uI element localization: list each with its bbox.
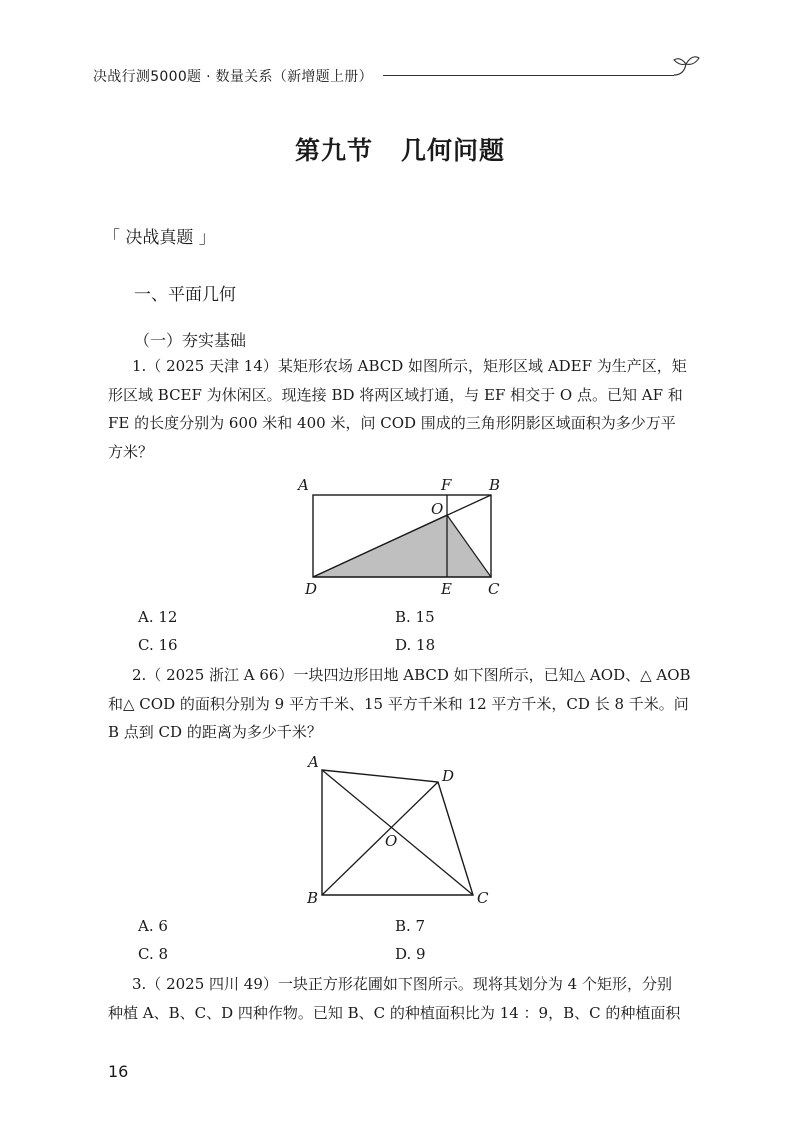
q1-figure <box>290 470 520 602</box>
q2-figure <box>298 752 498 912</box>
q3-line: 3.（ 2025 四川 49）一块正方形花圃如下图所示。现将其划分为 4 个矩形，分别 <box>132 975 672 993</box>
page-number: 16 <box>108 1062 129 1081</box>
sprout-icon <box>670 52 702 78</box>
q1-option-c: C. 16 <box>138 636 178 654</box>
label-e: E <box>441 580 452 598</box>
q1-line: 1.（ 2025 天津 14）某矩形农场 ABCD 如图所示，矩形区域 ADEF 为生产区，矩 <box>132 357 687 375</box>
label-c: C <box>488 580 500 598</box>
diagonal-bd <box>322 782 438 895</box>
q2-option-b: B. 7 <box>395 917 426 935</box>
label-a: A <box>298 476 309 494</box>
title-topic: 几何问题 <box>401 136 506 165</box>
label-f: F <box>441 476 452 494</box>
q3-line: 种植 A、B、C、D 四种作物。已知 B、C 的种植面积比为 14 ：9，B、C 的种植面积 <box>108 1003 681 1022</box>
q2-option-a: A. 6 <box>138 917 168 935</box>
header-rule <box>383 75 674 76</box>
diagonal-ac <box>322 770 473 895</box>
q1-option-b: B. 15 <box>395 608 435 626</box>
label-c: C <box>477 889 489 907</box>
q1-option-a: A. 12 <box>138 608 178 626</box>
heading-basics: （一）夯实基础 <box>134 331 247 350</box>
title-section-number: 第九节 <box>294 136 373 165</box>
question-3-text <box>108 970 698 1027</box>
q2-option-d: D. 9 <box>395 945 426 963</box>
label-a: A <box>308 753 319 771</box>
label-d: D <box>305 580 318 598</box>
q1-line: 形区域 BCEF 为休闲区。现连接 BD 将两区域打通，与 EF 相交于 O 点。已知 AF 和 <box>108 385 683 404</box>
label-b: B <box>307 889 319 907</box>
q2-option-c: C. 8 <box>138 945 169 963</box>
heading-plane-geometry: 一、平面几何 <box>134 285 236 305</box>
q2-line: B 点到 CD 的距离为多少千米？ <box>108 723 322 741</box>
running-header: 决战行测5000题 · 数量关系（新增题上册） <box>93 69 373 85</box>
label-o: O <box>385 832 398 850</box>
label-o: O <box>431 500 444 518</box>
q2-line: 2.（ 2025 浙江 A 66）一块四边形田地 ABCD 如下图所示，已知△ AOD、△ AOB <box>132 666 691 684</box>
label-d: D <box>442 767 455 785</box>
q1-option-d: D. 18 <box>395 636 436 654</box>
label-b: B <box>489 476 501 494</box>
page-title <box>0 131 800 167</box>
question-2-text <box>108 661 698 747</box>
q1-line: 方米？ <box>108 442 154 461</box>
section-tag: 「 决战真题 」 <box>103 228 216 248</box>
question-1-text <box>108 352 698 466</box>
shaded-triangle-cod <box>313 515 491 577</box>
q2-line: 和△ COD 的面积分别为 9 平方千米、15 平方千米和 12 平方千米，CD 长 8 千米。问 <box>108 694 689 713</box>
q1-line: FE 的长度分别为 600 米和 400 米，问 COD 围成的三角形阴影区域面积为多少万平 <box>108 414 676 432</box>
